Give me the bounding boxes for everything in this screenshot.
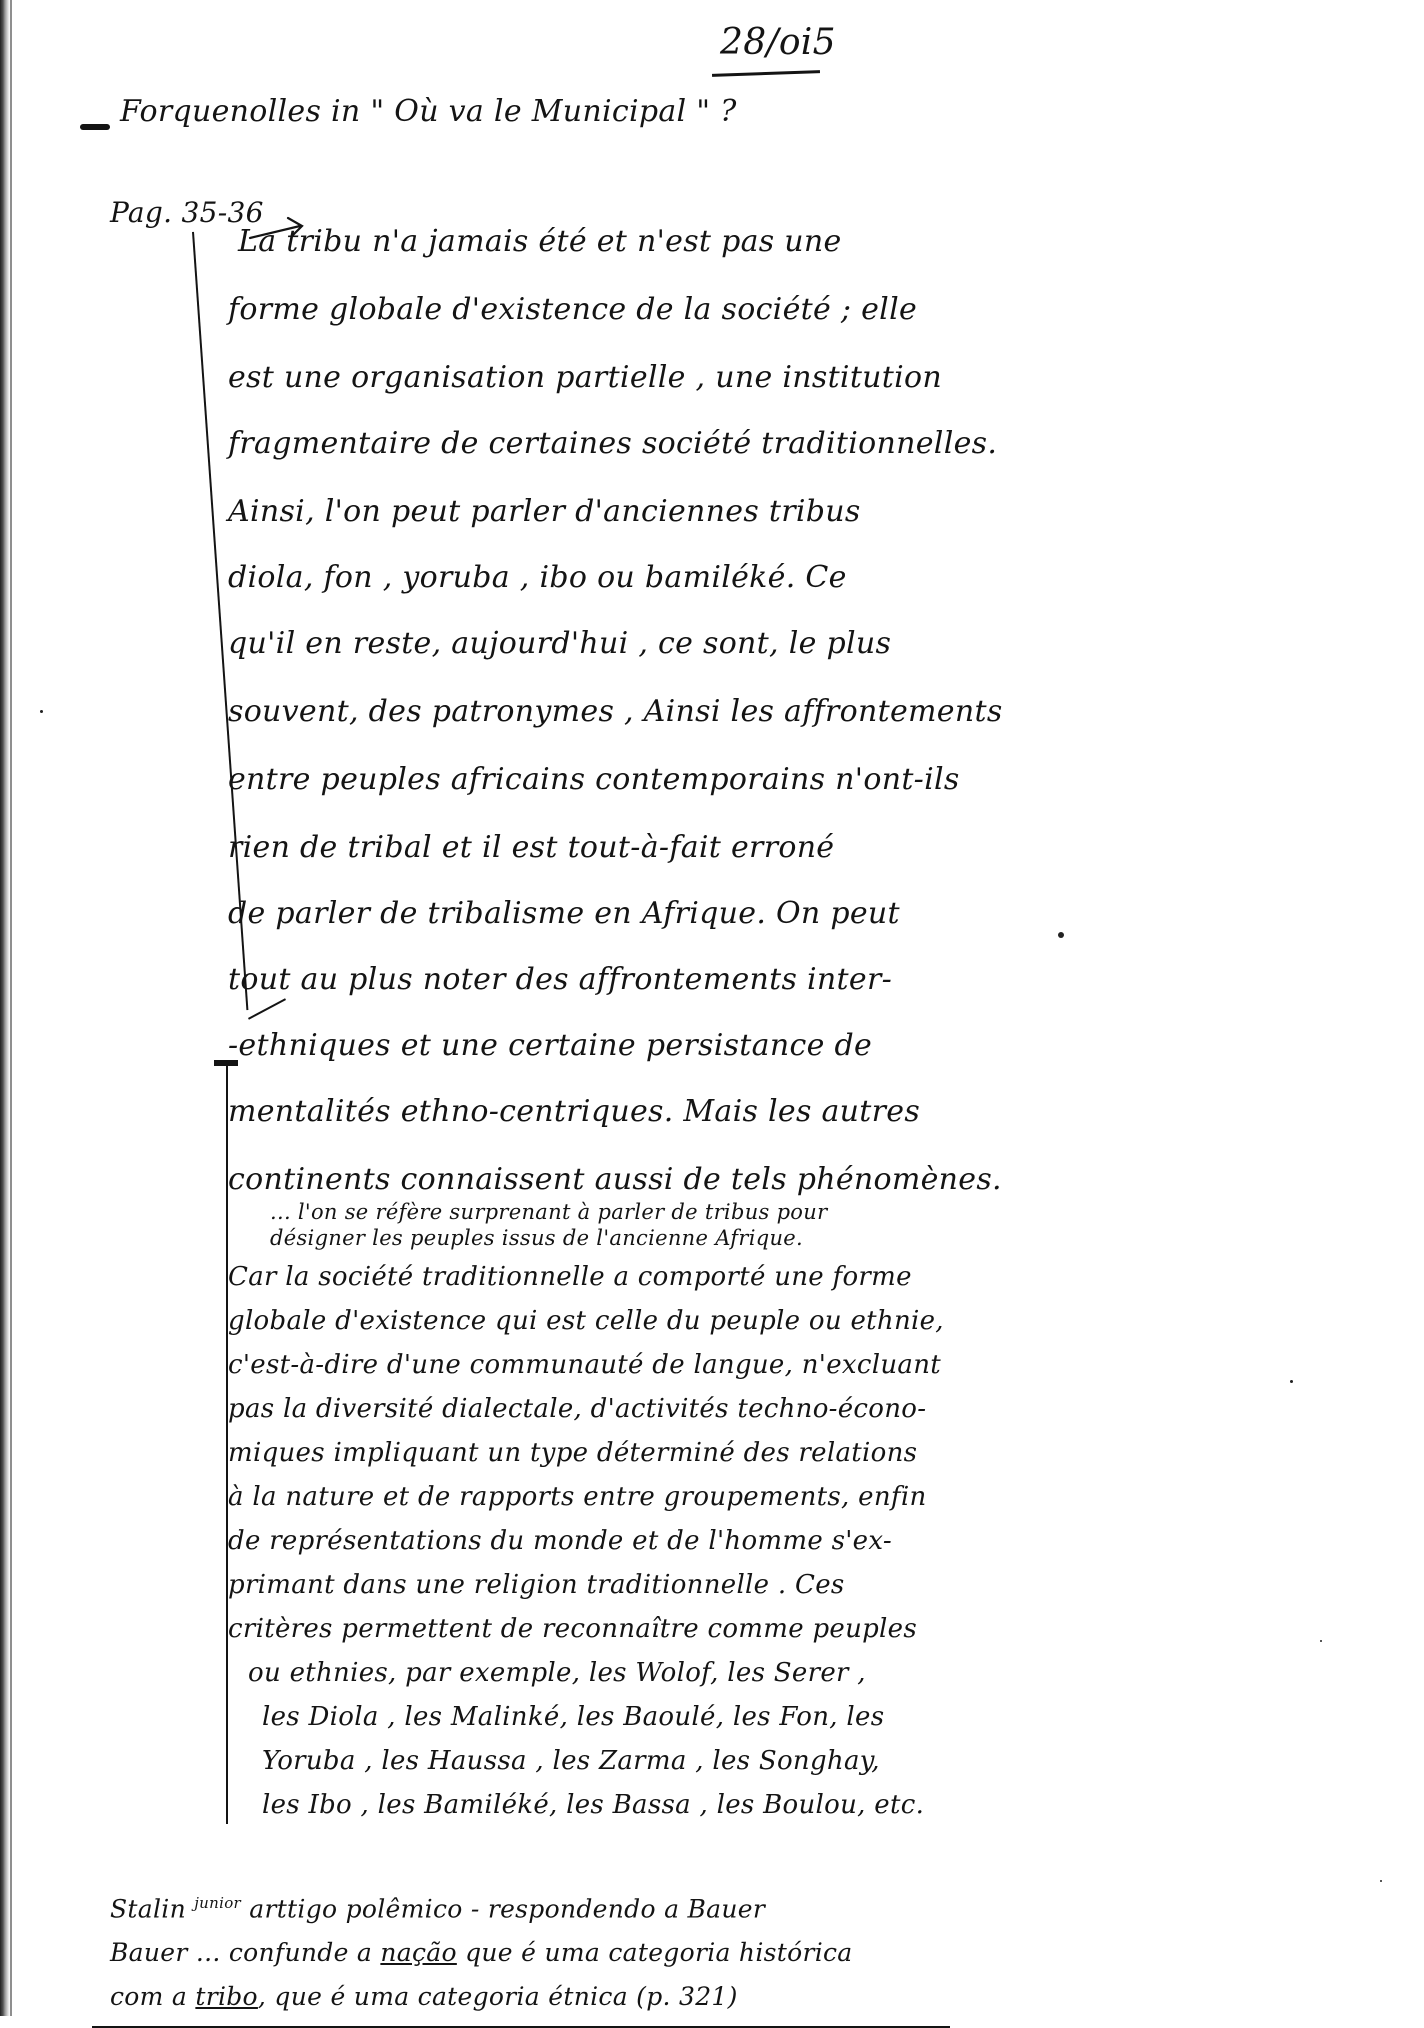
quote-line: mentalités ethno-centriques. Mais les autres <box>228 1094 921 1129</box>
footer-note-underlined-word: tribo <box>195 1982 258 2011</box>
footer-note-underlined-word: nação <box>380 1938 457 1967</box>
quote-line: pas la diversité dialectale, d'activités techno-écono- <box>228 1394 927 1424</box>
footer-note-text: , que é uma categoria étnica (p. 321) <box>257 1982 738 2011</box>
quote-line: c'est-à-dire d'une communauté de langue, n'excluant <box>228 1350 942 1380</box>
quote-line: rien de tribal et il est tout-à-fait erroné <box>228 830 835 865</box>
quote-line: de parler de tribalisme en Afrique. On peut <box>228 896 900 931</box>
quote-line: à la nature et de rapports entre groupements, enfin <box>228 1482 927 1512</box>
quote-line: Yoruba , les Haussa , les Zarma , les Songhay, <box>262 1746 880 1776</box>
binding-edge <box>0 0 10 2016</box>
quote-line: les Diola , les Malinké, les Baoulé, les Fon, les <box>262 1702 885 1732</box>
quote-line: entre peuples africains contemporains n'ont-ils <box>228 762 960 797</box>
scan-speck <box>1320 1640 1322 1642</box>
quote-line: Ainsi, l'on peut parler d'anciennes tribus <box>228 494 861 529</box>
footer-note-superscript: junior <box>194 1894 241 1912</box>
quote-bracket-hook <box>248 998 286 1019</box>
folio-underline <box>712 70 820 77</box>
insertion-line: désigner les peuples issus de l'ancienne Afrique. <box>270 1226 803 1250</box>
quote-line: les Ibo , les Bamiléké, les Bassa , les Boulou, etc. <box>262 1790 925 1820</box>
bullet-dash <box>80 124 110 130</box>
page-reference: Pag. 35-36 <box>110 196 264 229</box>
footer-note-text: com a <box>110 1982 196 2011</box>
quote-bracket-upper <box>192 232 248 1010</box>
source-reference: Forquenolles in " Où va le Municipal " ? <box>120 94 737 129</box>
footer-note-author: Stalin <box>110 1894 195 1924</box>
quote-line: ou ethnies, par exemple, les Wolof, les Serer , <box>248 1658 866 1688</box>
scan-speck <box>1380 1880 1382 1882</box>
quote-line: Car la société traditionnelle a comporté une forme <box>228 1262 912 1292</box>
quote-line: souvent, des patronymes , Ainsi les affrontements <box>228 694 1003 729</box>
footer-note-line <box>110 1982 738 2011</box>
footer-note-text: arttigo polêmico - respondendo a Bauer <box>241 1894 766 1924</box>
quote-line: tout au plus noter des affrontements inter- <box>228 962 893 997</box>
quote-line: fragmentaire de certaines société traditionnelles. <box>228 426 998 461</box>
quote-line: critères permettent de reconnaître comme peuples <box>228 1614 918 1644</box>
insertion-line: ... l'on se réfère surprenant à parler de tribus pour <box>270 1200 828 1224</box>
quote-line: -ethniques et une certaine persistance de <box>228 1028 873 1063</box>
quote-line: globale d'existence qui est celle du peuple ou ethnie, <box>228 1306 944 1336</box>
quote-line: forme globale d'existence de la société ; elle <box>228 292 918 327</box>
scan-speck <box>1058 932 1064 938</box>
footer-note-line <box>110 1894 765 1923</box>
quote-line: continents connaissent aussi de tels phénomènes. <box>228 1162 1002 1197</box>
quote-line: primant dans une religion traditionnelle . Ces <box>228 1570 845 1600</box>
binding-edge-line <box>10 0 12 2016</box>
folio-number: 28/oi5 <box>720 22 836 63</box>
quote-line: de représentations du monde et de l'homme s'ex- <box>228 1526 892 1556</box>
quote-line: La tribu n'a jamais été et n'est pas une <box>238 224 842 259</box>
footer-note-line <box>110 1938 853 1967</box>
scan-speck <box>40 710 43 713</box>
quote-line: diola, fon , yoruba , ibo ou bamiléké. Ce <box>228 560 847 595</box>
scan-speck <box>1290 1380 1293 1383</box>
quote-line: miques impliquant un type déterminé des relations <box>228 1438 918 1468</box>
quote-line: est une organisation partielle , une institution <box>228 360 943 395</box>
footer-note-text: que é uma categoria histórica <box>456 1938 853 1967</box>
footer-note-text: Bauer ... confunde a <box>110 1938 381 1967</box>
quote-line: qu'il en reste, aujourd'hui , ce sont, le plus <box>228 626 892 661</box>
